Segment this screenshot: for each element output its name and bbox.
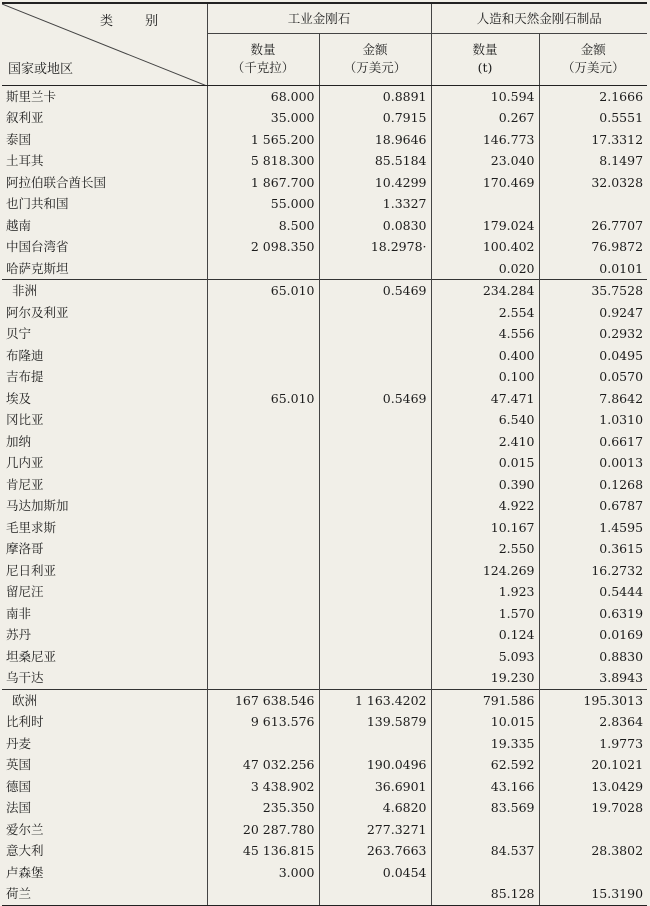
product-qty-cell: 10.167 [431,517,539,539]
diamond-trade-table [2,2,647,906]
industrial-qty-cell [207,646,319,668]
industrial-qty-cell: 3.000 [207,862,319,884]
table-row [2,711,647,733]
table-row [2,452,647,474]
product-qty-cell [431,193,539,215]
category-label: 类 别 [100,14,173,29]
product-qty-cell: 124.269 [431,560,539,582]
country-cell: 尼日利亚 [6,562,57,578]
product-amount-cell: 16.2732 [539,560,647,582]
country-cell: 埃及 [6,390,32,406]
country-cell: 也门共和国 [6,196,69,211]
country-cell: 欧洲 [2,689,207,711]
industrial-amount-cell [319,452,431,474]
industrial-amount-cell: 0.8891 [319,85,431,107]
table-row [2,560,647,582]
product-amount-cell: 0.1268 [539,474,647,496]
country-cell: 法国 [6,800,32,815]
country-cell: 布隆迪 [6,347,44,363]
product-amount-cell: 32.0328 [539,172,647,194]
table-body [2,85,647,905]
industrial-amount-cell: 0.0830 [319,215,431,237]
table-row [2,150,647,172]
country-cell: 比利时 [6,714,44,729]
industrial-amount-cell: 277.3271 [319,819,431,841]
group-header-products: 人造和天然金刚石制品 [431,3,647,33]
product-amount-cell: 0.0169 [539,624,647,646]
product-amount-cell: 0.3615 [539,538,647,560]
product-amount-cell: 0.0013 [539,452,647,474]
product-qty-cell: 170.469 [431,172,539,194]
table-row [2,409,647,431]
industrial-qty-cell [207,517,319,539]
industrial-amount-cell: 36.6901 [319,776,431,798]
industrial-qty-cell: 65.010 [207,280,319,302]
industrial-qty-cell: 65.010 [207,388,319,410]
product-qty-cell: 19.335 [431,733,539,755]
table-row [2,107,647,129]
country-cell: 南非 [6,605,32,621]
product-amount-cell: 0.0570 [539,366,647,388]
corner-header-cell [2,3,207,85]
country-cell: 泰国 [6,131,32,147]
product-qty-cell: 0.015 [431,452,539,474]
product-qty-cell: 791.586 [431,689,539,711]
table-row [2,323,647,345]
product-amount-cell: 1.9773 [539,733,647,755]
industrial-amount-cell [319,345,431,367]
industrial-qty-cell [207,409,319,431]
product-qty-cell: 234.284 [431,280,539,302]
col-header-qty2: 数量 (t) [431,33,539,85]
industrial-amount-cell: 85.5184 [319,150,431,172]
country-cell: 阿拉伯联合酋长国 [6,174,107,190]
product-amount-cell [539,819,647,841]
product-amount-cell: 1.4595 [539,517,647,539]
country-cell: 德国 [6,778,32,794]
table-row [2,624,647,646]
table-row [2,840,647,862]
industrial-qty-cell: 235.350 [207,797,319,819]
industrial-qty-cell: 3 438.902 [207,776,319,798]
product-qty-cell: 10.015 [431,711,539,733]
industrial-amount-cell [319,581,431,603]
country-cell: 马达加斯加 [6,498,69,513]
industrial-amount-cell: 0.7915 [319,107,431,129]
industrial-qty-cell [207,474,319,496]
table-row [2,129,647,151]
table-row [2,776,647,798]
table-row [2,236,647,258]
country-cell: 乌干达 [6,670,44,685]
industrial-amount-cell [319,560,431,582]
product-qty-cell: 4.556 [431,323,539,345]
country-cell: 意大利 [6,843,44,858]
product-qty-cell: 47.471 [431,388,539,410]
col-header-qty1: 数量 （千克拉） [207,33,319,85]
product-amount-cell: 0.8830 [539,646,647,668]
product-amount-cell: 15.3190 [539,883,647,905]
industrial-amount-cell: 0.0454 [319,862,431,884]
industrial-amount-cell: 0.5469 [319,280,431,302]
country-cell: 越南 [6,217,32,233]
industrial-amount-cell [319,431,431,453]
industrial-qty-cell [207,624,319,646]
table-row [2,345,647,367]
country-cell: 爱尔兰 [6,821,44,837]
product-amount-cell: 1.0310 [539,409,647,431]
product-amount-cell: 195.3013 [539,689,647,711]
table-row [2,85,647,107]
table-row [2,172,647,194]
product-qty-cell: 62.592 [431,754,539,776]
table-row [2,733,647,755]
industrial-qty-cell: 35.000 [207,107,319,129]
country-cell: 英国 [6,757,32,772]
product-amount-cell: 0.5551 [539,107,647,129]
product-amount-cell: 20.1021 [539,754,647,776]
product-amount-cell: 19.7028 [539,797,647,819]
industrial-amount-cell [319,733,431,755]
industrial-qty-cell [207,323,319,345]
industrial-amount-cell [319,538,431,560]
industrial-amount-cell [319,883,431,905]
industrial-amount-cell [319,258,431,280]
product-amount-cell: 26.7707 [539,215,647,237]
product-amount-cell: 0.6319 [539,603,647,625]
product-qty-cell: 0.400 [431,345,539,367]
industrial-qty-cell [207,452,319,474]
industrial-amount-cell [319,495,431,517]
industrial-qty-cell [207,366,319,388]
country-cell: 荷兰 [2,883,207,905]
product-qty-cell: 146.773 [431,129,539,151]
product-qty-cell: 6.540 [431,409,539,431]
industrial-qty-cell: 55.000 [207,193,319,215]
country-cell: 土耳其 [6,153,44,168]
product-qty-cell: 23.040 [431,150,539,172]
industrial-qty-cell [207,560,319,582]
industrial-amount-cell: 0.5469 [319,388,431,410]
table-row [2,581,647,603]
industrial-amount-cell [319,646,431,668]
industrial-amount-cell [319,302,431,324]
product-amount-cell: 3.8943 [539,667,647,689]
country-cell: 中国台湾省 [6,239,69,254]
industrial-qty-cell [207,538,319,560]
industrial-qty-cell [207,883,319,905]
industrial-qty-cell [207,733,319,755]
product-qty-cell: 84.537 [431,840,539,862]
table-row [2,474,647,496]
industrial-amount-cell: 263.7663 [319,840,431,862]
table-row [2,388,647,410]
product-qty-cell: 0.020 [431,258,539,280]
country-cell: 冈比亚 [6,412,44,427]
table-row [2,797,647,819]
industrial-amount-cell: 1 163.4202 [319,689,431,711]
product-amount-cell [539,193,647,215]
country-cell: 肯尼亚 [6,476,44,492]
table-row [2,258,647,280]
product-amount-cell: 0.2932 [539,323,647,345]
table-row [2,193,647,215]
product-amount-cell: 0.0101 [539,258,647,280]
industrial-qty-cell [207,603,319,625]
industrial-amount-cell: 10.4299 [319,172,431,194]
industrial-qty-cell: 1 565.200 [207,129,319,151]
product-amount-cell: 35.7528 [539,280,647,302]
product-amount-cell: 0.9247 [539,302,647,324]
product-qty-cell: 19.230 [431,667,539,689]
table-row [2,862,647,884]
table-row [2,538,647,560]
industrial-amount-cell: 139.5879 [319,711,431,733]
country-cell: 阿尔及利亚 [6,304,69,320]
product-qty-cell: 0.124 [431,624,539,646]
industrial-amount-cell [319,517,431,539]
table-row [2,215,647,237]
country-cell: 非洲 [2,280,207,302]
product-amount-cell: 0.6617 [539,431,647,453]
table-row [2,366,647,388]
table-row [2,754,647,776]
product-qty-cell: 4.922 [431,495,539,517]
country-cell: 哈萨克斯坦 [6,260,69,276]
industrial-qty-cell: 8.500 [207,215,319,237]
product-qty-cell: 43.166 [431,776,539,798]
table-row [2,431,647,453]
industrial-qty-cell: 2 098.350 [207,236,319,258]
country-cell: 斯里兰卡 [6,88,57,104]
industrial-qty-cell: 5 818.300 [207,150,319,172]
product-qty-cell: 179.024 [431,215,539,237]
product-qty-cell: 2.550 [431,538,539,560]
product-qty-cell: 100.402 [431,236,539,258]
industrial-amount-cell [319,474,431,496]
product-qty-cell: 83.569 [431,797,539,819]
product-amount-cell: 76.9872 [539,236,647,258]
group-row [2,689,647,711]
table-row [2,883,647,905]
group-row [2,280,647,302]
industrial-qty-cell: 68.000 [207,85,319,107]
country-cell: 摩洛哥 [6,541,44,556]
country-cell: 叙利亚 [6,110,44,125]
country-cell: 毛里求斯 [6,519,57,535]
industrial-amount-cell: 4.6820 [319,797,431,819]
product-amount-cell: 0.0495 [539,345,647,367]
product-qty-cell: 0.100 [431,366,539,388]
country-cell: 丹麦 [6,735,32,751]
product-amount-cell: 0.6787 [539,495,647,517]
country-cell: 几内亚 [6,455,44,470]
country-cell: 吉布提 [6,369,44,384]
product-amount-cell [539,862,647,884]
industrial-amount-cell [319,366,431,388]
product-qty-cell: 2.410 [431,431,539,453]
industrial-amount-cell [319,667,431,689]
product-qty-cell: 10.594 [431,85,539,107]
country-cell: 坦桑尼亚 [6,648,57,664]
industrial-qty-cell: 9 613.576 [207,711,319,733]
product-qty-cell: 1.923 [431,581,539,603]
col-header-amt2: 金额 （万美元） [539,33,647,85]
industrial-amount-cell [319,409,431,431]
product-amount-cell: 13.0429 [539,776,647,798]
industrial-amount-cell: 18.9646 [319,129,431,151]
product-qty-cell [431,819,539,841]
industrial-qty-cell [207,495,319,517]
table-row [2,667,647,689]
table-row [2,646,647,668]
group-header-industrial: 工业金刚石 [207,3,431,33]
industrial-amount-cell: 18.2978· [319,236,431,258]
industrial-qty-cell: 167 638.546 [207,689,319,711]
product-qty-cell: 0.267 [431,107,539,129]
product-amount-cell: 2.8364 [539,711,647,733]
industrial-amount-cell: 190.0496 [319,754,431,776]
industrial-qty-cell: 47 032.256 [207,754,319,776]
product-qty-cell: 2.554 [431,302,539,324]
table-row [2,495,647,517]
table-row [2,302,647,324]
product-amount-cell: 28.3802 [539,840,647,862]
product-amount-cell: 7.8642 [539,388,647,410]
product-qty-cell: 0.390 [431,474,539,496]
country-cell: 卢森堡 [6,864,44,880]
industrial-qty-cell [207,431,319,453]
table-row [2,819,647,841]
industrial-qty-cell: 20 287.780 [207,819,319,841]
product-qty-cell: 5.093 [431,646,539,668]
product-amount-cell: 0.5444 [539,581,647,603]
product-amount-cell: 2.1666 [539,85,647,107]
product-amount-cell: 8.1497 [539,150,647,172]
industrial-amount-cell [319,323,431,345]
industrial-amount-cell [319,624,431,646]
product-amount-cell: 17.3312 [539,129,647,151]
col-header-amt1: 金额 （万美元） [319,33,431,85]
country-cell: 贝宁 [6,326,32,341]
country-cell: 苏丹 [6,627,32,642]
region-label: 国家或地区 [8,61,74,77]
product-qty-cell [431,862,539,884]
industrial-qty-cell: 45 136.815 [207,840,319,862]
industrial-qty-cell: 1 867.700 [207,172,319,194]
industrial-qty-cell [207,258,319,280]
table-row [2,517,647,539]
country-cell: 留尼汪 [6,584,44,599]
country-cell: 加纳 [6,433,32,449]
industrial-qty-cell [207,581,319,603]
industrial-qty-cell [207,345,319,367]
table-row [2,603,647,625]
industrial-amount-cell: 1.3327 [319,193,431,215]
product-qty-cell: 1.570 [431,603,539,625]
industrial-qty-cell [207,302,319,324]
industrial-qty-cell [207,667,319,689]
product-qty-cell: 85.128 [431,883,539,905]
industrial-amount-cell [319,603,431,625]
